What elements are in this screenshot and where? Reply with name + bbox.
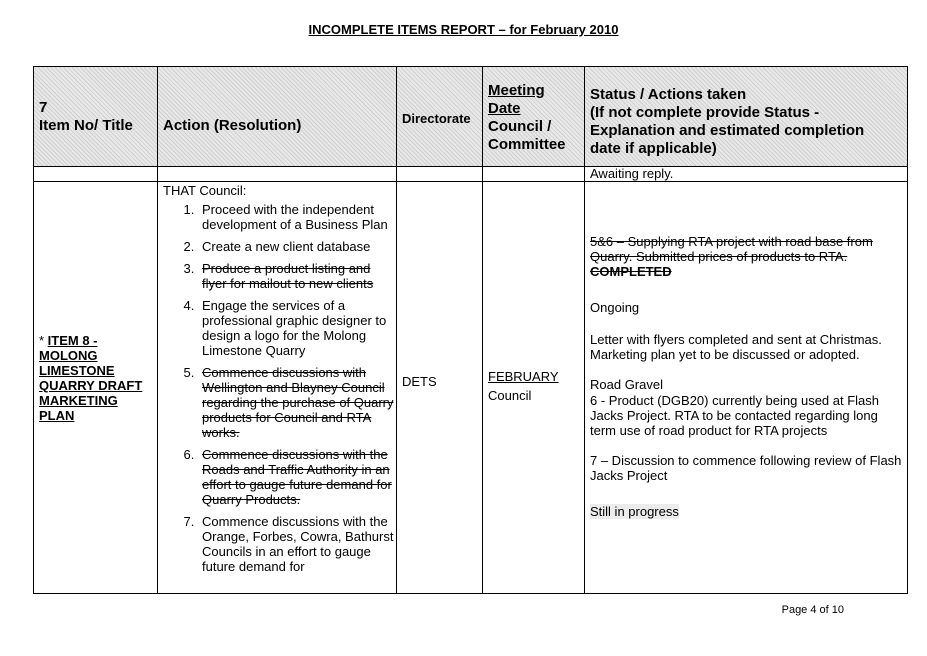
item-prefix: *: [39, 332, 48, 348]
incomplete-items-table: [33, 66, 908, 594]
status-s2: Ongoing: [590, 300, 640, 315]
item-title-l4: QUARRY DRAFT: [39, 377, 143, 393]
item-title-cell: [34, 182, 158, 594]
action-intro: THAT Council:: [163, 183, 247, 198]
header-meeting-l3: Council /: [488, 117, 552, 135]
page-number: Page 4 of 10: [781, 604, 844, 616]
header-status-l1: Status / Actions taken: [590, 85, 747, 103]
table-row: [34, 167, 908, 182]
prev-status: Awaiting reply.: [590, 166, 674, 181]
list-item: 5. Commence discussions with Wellington and Blayney Council regarding the purchase of Quarry products for Council and RTA works.: [198, 365, 396, 440]
header-item-no-number: 7: [39, 98, 48, 116]
list-item: 6. Commence discussions with the Roads and Traffic Authority in an effort to gauge future demand for Quarry Products.: [198, 447, 396, 507]
meeting-body: Council: [488, 387, 532, 403]
item-title-l1: ITEM 8 -: [47, 332, 98, 348]
meeting-month: FEBRUARY: [488, 368, 559, 384]
status-s5: 6 - Product (DGB20) currently being used at Flash Jacks Project. RTA to be contacted regarding long term use of road product for RTA projects: [590, 393, 880, 438]
item-title-l5: MARKETING: [39, 392, 118, 408]
header-meeting: [483, 67, 585, 167]
list-item: 1. Proceed with the independent development of a Business Plan: [198, 202, 396, 232]
header-status: [585, 67, 908, 167]
status-s3: Letter with flyers completed and sent at Christmas. Marketing plan yet to be discussed or adopted.: [590, 332, 882, 362]
action-cell: [158, 182, 397, 594]
directorate-cell: [397, 182, 483, 594]
report-title: INCOMPLETE ITEMS REPORT – for February 2010: [308, 22, 619, 37]
list-item: 3. Produce a product listing and flyer for mailout to new clients: [198, 261, 396, 291]
directorate-value: DETS: [402, 374, 437, 389]
table-header-row: [34, 67, 908, 167]
status-s6: 7 – Discussion to commence following review of Flash Jacks Project: [590, 453, 902, 483]
status-s1: 5&6 – Supplying RTA project with road base from Quarry. Submitted prices of products to RTA. COMPLETED: [590, 234, 873, 279]
status-s7: Still in progress: [590, 504, 679, 519]
item-title-l6: PLAN: [39, 407, 75, 423]
meeting-cell: [483, 182, 585, 594]
action-list: [158, 202, 396, 574]
status-s4: Road Gravel: [590, 377, 663, 392]
list-item: 7. Commence discussions with the Orange, Forbes, Cowra, Bathurst Councils in an effort to gauge future demand for: [198, 514, 396, 574]
header-item-no-label: Item No/ Title: [39, 116, 133, 134]
list-item: 2. Create a new client database: [198, 239, 396, 254]
header-directorate: Directorate: [397, 67, 483, 167]
header-meeting-l1: Meeting: [488, 81, 545, 99]
header-meeting-l2: Date: [488, 99, 521, 117]
header-status-l3: Explanation and estimated completion: [590, 121, 865, 139]
header-action: Action (Resolution): [158, 67, 397, 167]
item-title-l3: LIMESTONE: [39, 362, 115, 378]
header-meeting-l4: Committee: [488, 135, 566, 153]
header-status-l2: (If not complete provide Status -: [590, 103, 820, 121]
table-row: [34, 182, 908, 594]
item-title-l2: MOLONG: [39, 347, 98, 363]
status-cell: [585, 182, 908, 594]
header-status-l4: date if applicable): [590, 139, 717, 157]
list-item: 4. Engage the services of a professional graphic designer to design a logo for the Molong Limestone Quarry: [198, 298, 396, 358]
header-item-no: [34, 67, 158, 167]
